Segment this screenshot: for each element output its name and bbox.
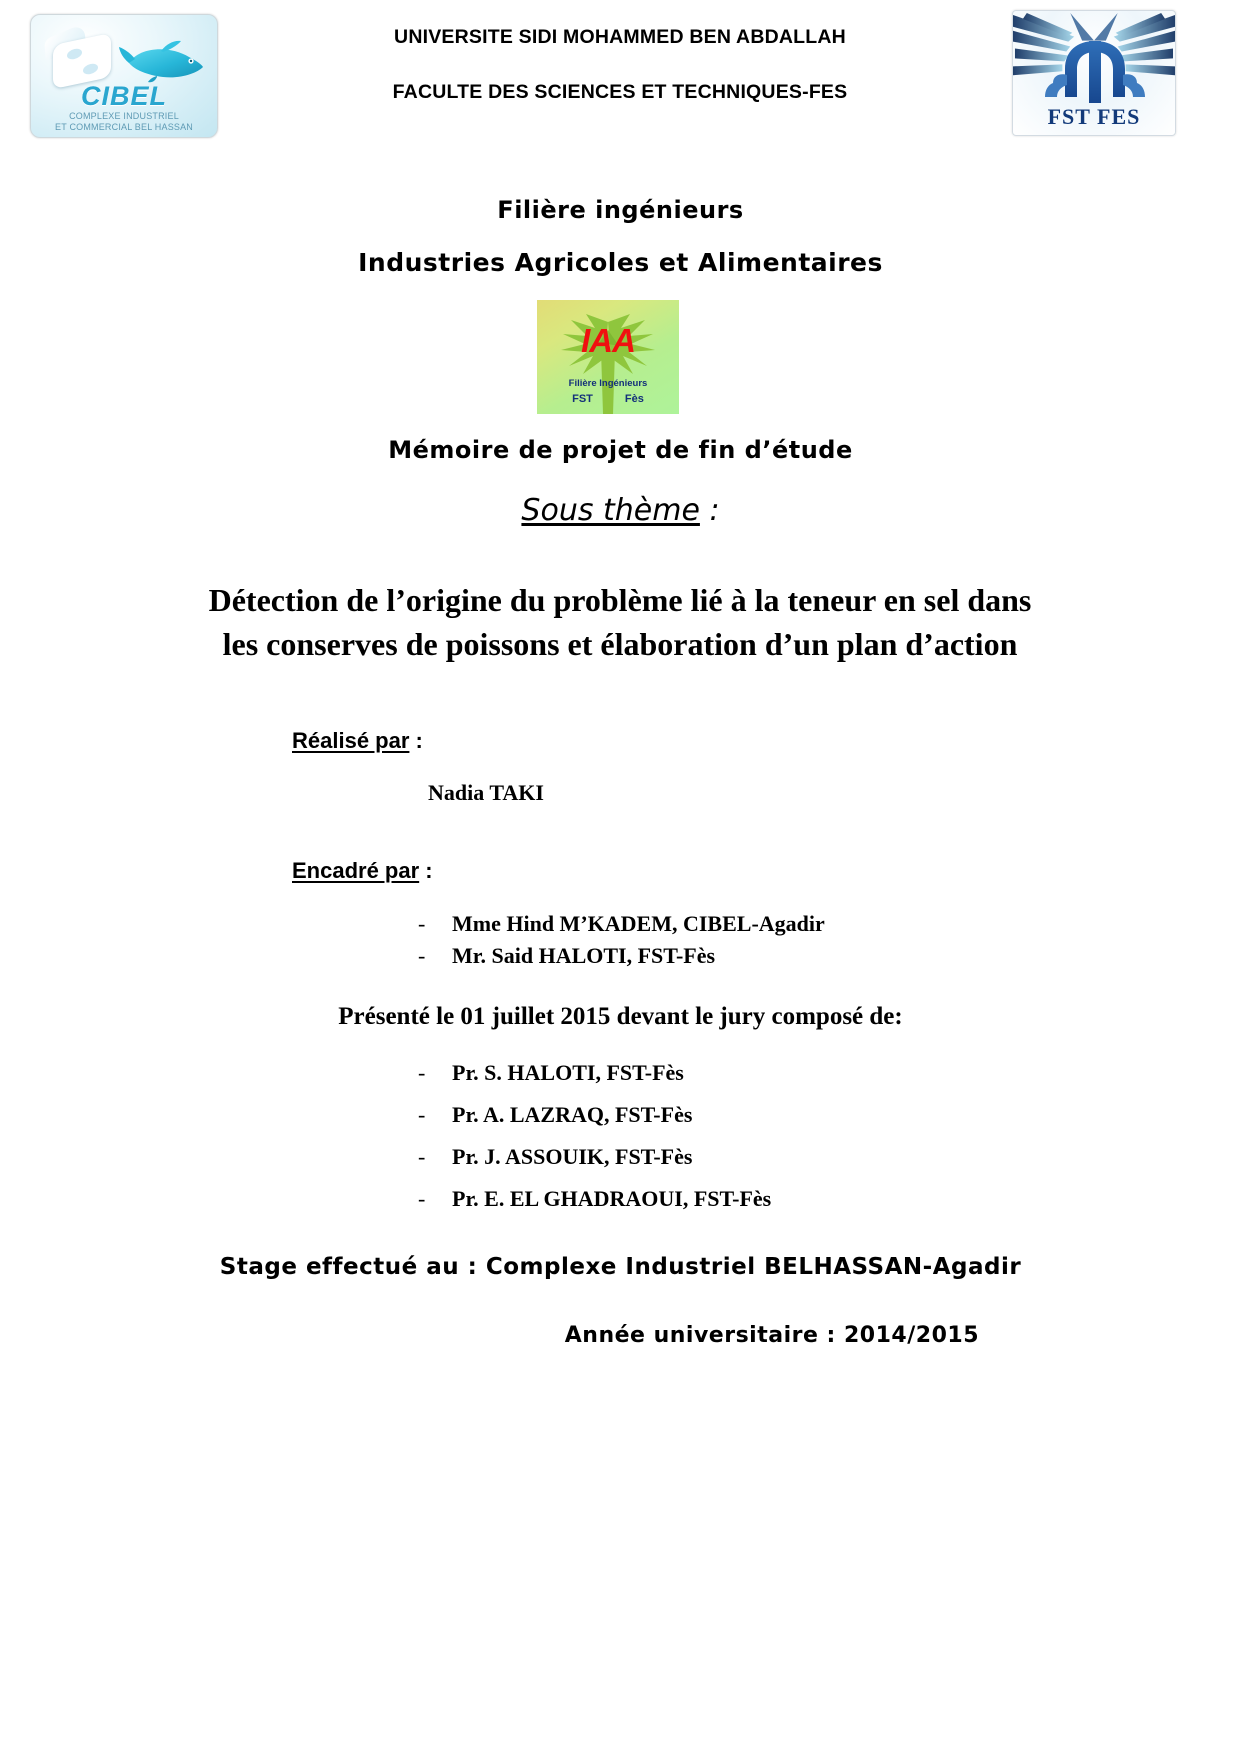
page-title [120,578,1120,666]
bullet-dash: - [418,1186,426,1211]
faculty-name: FACULTE DES SCIENCES ET TECHNIQUES-FES [392,81,848,103]
program-line-1: Filière ingénieurs [497,196,744,224]
jury-member: Pr. A. LAZRAQ, FST-Fès [452,1102,693,1127]
academic-year: Année universitaire : 2014/2015 [564,1323,979,1348]
iaa-subtitle: Filière Ingénieurs [568,378,648,389]
author-label: Réalisé par [292,728,410,753]
jury-member: Pr. J. ASSOUIK, FST-Fès [452,1144,693,1169]
subtheme-colon: : [699,493,720,528]
fst-fes-logo [1012,10,1176,136]
iaa-school: FST [572,393,593,405]
cibel-logo-subtitle [31,111,217,133]
bullet-dash: - [418,1102,426,1127]
supervisors-list [418,908,825,972]
cibel-subtitle-line2: ET COMMERCIAL BEL HASSAN [55,122,193,132]
subtheme-label: Sous thème [521,493,700,528]
list-item [418,1186,771,1212]
cibel-logo [30,14,218,138]
cibel-logo-name: CIBEL [81,81,167,111]
iaa-school-city [537,393,679,405]
iaa-acronym: IAA [581,322,635,359]
university-heading [250,26,990,104]
fst-logo-caption: FST FES [1047,104,1141,129]
list-item [418,1102,771,1128]
author-name: Nadia TAKI [428,780,544,805]
author-heading [292,728,423,754]
title-line-1: Détection de l’origine du problème lié à la teneur en sel dans [208,582,1032,618]
supervisors-label: Encadré par [292,858,420,883]
list-item [418,908,825,940]
supervisor-name: Mr. Said HALOTI, FST-Fès [452,943,716,968]
defense-intro: Présenté le 01 juillet 2015 devant le jury composé de: [338,1003,903,1030]
iaa-logo [537,300,679,414]
cibel-subtitle-line1: COMPLEXE INDUSTRIEL [69,111,179,121]
bullet-dash: - [418,1060,426,1085]
title-line-2: les conserves de poissons et élaboration d’un plan d’action [222,626,1018,662]
list-item [418,940,825,972]
subtheme-heading [0,493,1241,528]
bullet-dash: - [418,1144,426,1169]
list-item [418,1060,771,1086]
document-type: Mémoire de projet de fin d’étude [388,436,853,464]
university-name: UNIVERSITE SIDI MOHAMMED BEN ABDALLAH [394,26,846,48]
fst-monogram-icon [1013,25,1176,107]
supervisor-name: Mme Hind M’KADEM, CIBEL-Agadir [452,911,825,936]
author-colon: : [409,728,423,753]
page-header [0,0,1241,148]
supervisors-heading [292,858,433,884]
internship-line: Stage effectué au : Complexe Industriel BELHASSAN-Agadir [219,1254,1022,1280]
can-icon [45,29,119,85]
list-item [418,1144,771,1170]
fish-icon [117,37,205,83]
jury-list [418,1060,771,1228]
jury-member: Pr. S. HALOTI, FST-Fès [452,1060,684,1085]
supervisors-colon: : [419,858,433,883]
bullet-dash: - [418,943,426,968]
program-line-2: Industries Agricoles et Alimentaires [358,248,883,277]
iaa-city: Fès [624,393,644,405]
bullet-dash: - [418,911,426,936]
jury-member: Pr. E. EL GHADRAOUI, FST-Fès [452,1186,772,1211]
